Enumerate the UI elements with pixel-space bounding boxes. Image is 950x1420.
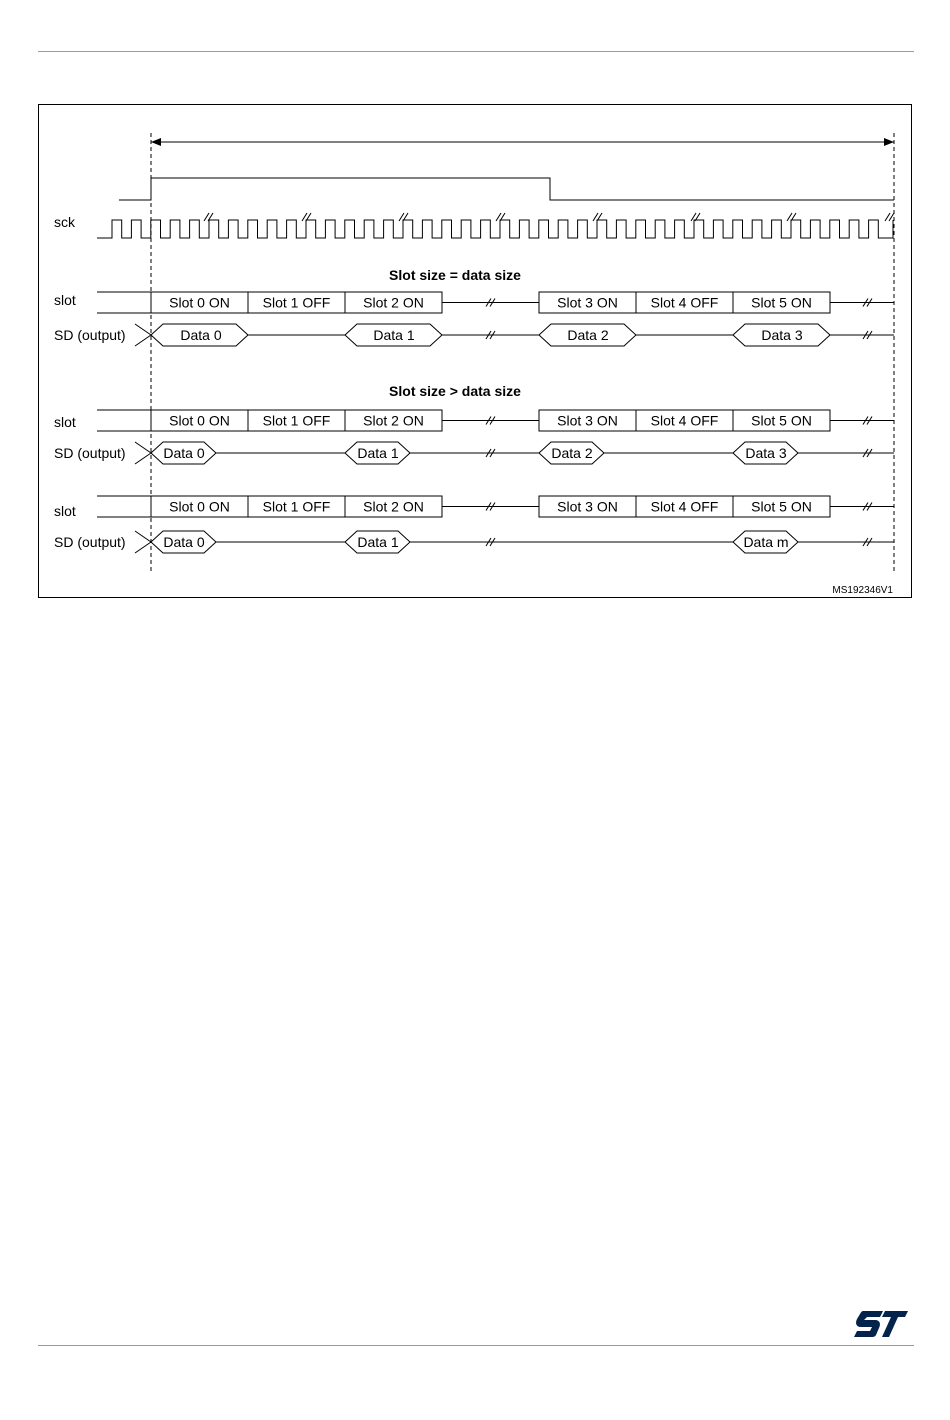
sd-data-label: Data 1 — [357, 534, 399, 550]
slot-label: slot — [54, 503, 76, 519]
st-logo-t-shape — [882, 1311, 908, 1337]
footer-rule — [38, 1345, 914, 1346]
slot-cell — [539, 496, 636, 517]
sd-data-label: Data 2 — [567, 327, 609, 343]
slot-cell — [733, 496, 830, 517]
slot-cell-label: Slot 2 ON — [363, 412, 424, 429]
sd-output-label: SD (output) — [54, 445, 126, 461]
slot-cell-label: Slot 3 ON — [557, 294, 618, 311]
slot-cell-label: Slot 1 OFF — [262, 294, 331, 311]
sd-output-label: SD (output) — [54, 327, 126, 343]
sd-data-label: Data 1 — [357, 445, 399, 461]
slot-cell-label: Slot 2 ON — [363, 294, 424, 311]
sd-data-cell — [345, 324, 442, 346]
slot-row — [97, 410, 894, 432]
sd-data-cell — [151, 324, 248, 346]
sd-output-label: SD (output) — [54, 534, 126, 550]
sck-waveform — [97, 220, 893, 238]
slot-cell — [733, 292, 830, 313]
sd-data-cell — [539, 324, 636, 346]
slot-cell — [345, 496, 442, 517]
sd-data-cell — [539, 442, 604, 464]
st-logo — [853, 1309, 909, 1339]
slot-cell-label: Slot 4 OFF — [650, 412, 719, 429]
slot-cell-label: Slot 0 ON — [169, 294, 230, 311]
slot-cell — [345, 292, 442, 313]
frame-sync-waveform — [119, 178, 894, 200]
slot-cell-label: Slot 4 OFF — [650, 294, 719, 311]
slot-cell — [539, 292, 636, 313]
slot-cell — [733, 410, 830, 431]
timing-diagram — [39, 105, 913, 599]
figure-id: MS192346V1 — [832, 585, 893, 596]
slot-cell — [151, 292, 248, 313]
sd-data-row — [135, 442, 894, 464]
slot-cell-label: Slot 4 OFF — [650, 498, 719, 515]
timing-diagram-figure — [38, 104, 912, 598]
sd-data-label: Data 1 — [373, 327, 415, 343]
slot-row — [97, 496, 894, 518]
sd-data-label: Data 3 — [745, 445, 787, 461]
sd-data-cell — [345, 531, 410, 553]
slot-cell-label: Slot 3 ON — [557, 498, 618, 515]
slot-cell-label: Slot 2 ON — [363, 498, 424, 515]
heading-slot-greater: Slot size > data size — [389, 383, 521, 399]
sd-data-cell — [151, 531, 216, 553]
sd-data-label: Data 0 — [163, 534, 205, 550]
slot-label: slot — [54, 292, 76, 308]
slot-cell — [636, 410, 733, 431]
slot-cell-label: Slot 0 ON — [169, 498, 230, 515]
sd-data-row — [135, 531, 894, 553]
slot-cell — [636, 292, 733, 313]
sd-data-label: Data 2 — [551, 445, 593, 461]
sd-data-label: Data 3 — [761, 327, 803, 343]
slot-label: slot — [54, 414, 76, 430]
sd-data-label: Data 0 — [180, 327, 222, 343]
sck-label: sck — [54, 214, 75, 230]
slot-cell-label: Slot 5 ON — [751, 412, 812, 429]
slot-cell — [345, 410, 442, 431]
slot-cell-label: Slot 5 ON — [751, 498, 812, 515]
slot-cell-label: Slot 0 ON — [169, 412, 230, 429]
slot-cell-label: Slot 1 OFF — [262, 412, 331, 429]
slot-cell-label: Slot 5 ON — [751, 294, 812, 311]
slot-cell — [539, 410, 636, 431]
st-logo-s-shape — [854, 1311, 883, 1337]
sd-data-cell — [733, 324, 830, 346]
slot-row — [97, 292, 894, 314]
sd-data-cell — [733, 531, 798, 553]
slot-cell — [248, 496, 345, 517]
slot-cell-label: Slot 1 OFF — [262, 498, 331, 515]
heading-slot-equal: Slot size = data size — [389, 267, 521, 283]
sd-data-cell — [733, 442, 798, 464]
slot-cell — [636, 496, 733, 517]
sd-data-row — [135, 324, 894, 346]
slot-cell — [151, 410, 248, 431]
sd-data-label: Data m — [743, 534, 789, 550]
slot-cell — [248, 410, 345, 431]
header-rule — [38, 51, 914, 52]
slot-cell — [248, 292, 345, 313]
sd-data-label: Data 0 — [163, 445, 205, 461]
slot-cell — [151, 496, 248, 517]
slot-cell-label: Slot 3 ON — [557, 412, 618, 429]
sd-data-cell — [345, 442, 410, 464]
sd-data-cell — [151, 442, 216, 464]
